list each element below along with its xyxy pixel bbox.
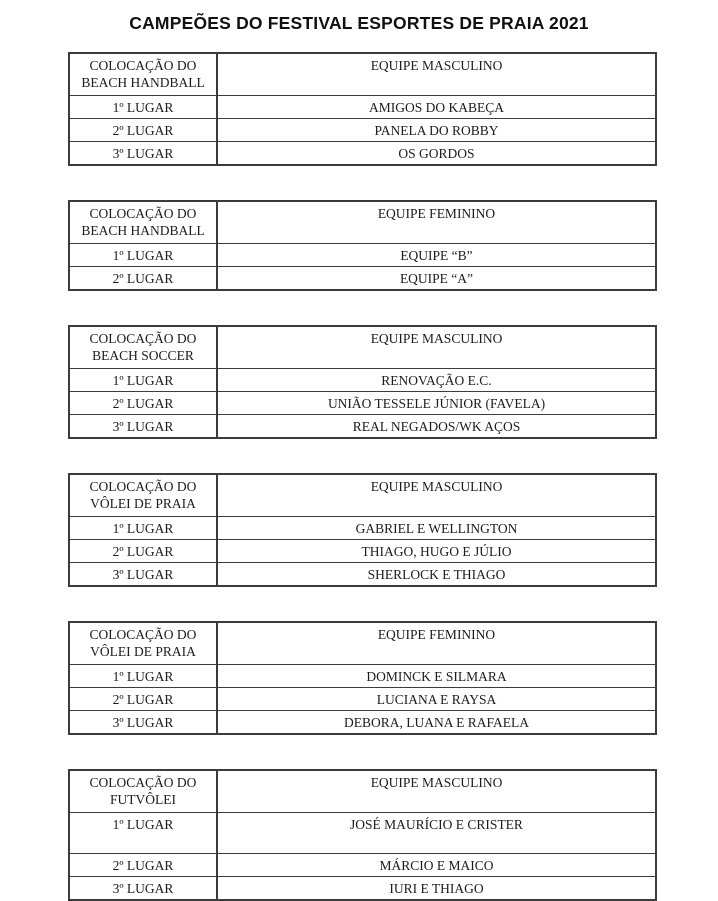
team-cell: OS GORDOS [217, 142, 656, 166]
table-header-row [69, 53, 656, 96]
header-division-cell: EQUIPE FEMININO [217, 201, 656, 244]
header-sport-cell: COLOCAÇÃO DO FUTVÔLEI [69, 770, 217, 813]
header-division-cell: EQUIPE MASCULINO [217, 53, 656, 96]
place-cell: 2º LUGAR [69, 688, 217, 711]
table-header-row [69, 622, 656, 665]
table-row [69, 665, 656, 688]
table-row [69, 96, 656, 119]
team-cell: GABRIEL E WELLINGTON [217, 517, 656, 540]
table-header-row [69, 770, 656, 813]
header-division-cell: EQUIPE MASCULINO [217, 474, 656, 517]
place-cell: 3º LUGAR [69, 142, 217, 166]
results-table [68, 200, 657, 291]
page-title: CAMPEÕES DO FESTIVAL ESPORTES DE PRAIA 2021 [129, 13, 589, 33]
table-row [69, 540, 656, 563]
place-cell: 3º LUGAR [69, 877, 217, 901]
team-cell: MÁRCIO E MAICO [217, 854, 656, 877]
team-cell: EQUIPE “B” [217, 244, 656, 267]
table-row [69, 517, 656, 540]
table-row [69, 854, 656, 877]
place-cell: 3º LUGAR [69, 563, 217, 587]
table-row [69, 415, 656, 439]
team-cell: DEBORA, LUANA E RAFAELA [217, 711, 656, 735]
team-cell: REAL NEGADOS/WK AÇOS [217, 415, 656, 439]
place-cell: 1º LUGAR [69, 369, 217, 392]
table-row [69, 711, 656, 735]
results-table [68, 621, 657, 735]
table-row [69, 119, 656, 142]
table-row [69, 688, 656, 711]
table-row [69, 563, 656, 587]
place-cell: 3º LUGAR [69, 415, 217, 439]
table-row [69, 142, 656, 166]
table-row [69, 392, 656, 415]
place-cell: 2º LUGAR [69, 854, 217, 877]
place-cell: 2º LUGAR [69, 119, 217, 142]
results-table [68, 473, 657, 587]
header-division-cell: EQUIPE MASCULINO [217, 326, 656, 369]
team-cell: AMIGOS DO KABEÇA [217, 96, 656, 119]
table-row [69, 244, 656, 267]
team-cell: JOSÉ MAURÍCIO E CRISTER [217, 813, 656, 854]
table-header-row [69, 474, 656, 517]
table-header-row [69, 201, 656, 244]
place-cell: 1º LUGAR [69, 517, 217, 540]
place-cell: 1º LUGAR [69, 665, 217, 688]
team-cell: DOMINCK E SILMARA [217, 665, 656, 688]
results-table [68, 52, 657, 166]
team-cell: EQUIPE “A” [217, 267, 656, 291]
team-cell: LUCIANA E RAYSA [217, 688, 656, 711]
table-row [69, 369, 656, 392]
header-division-cell: EQUIPE FEMININO [217, 622, 656, 665]
header-sport-cell: COLOCAÇÃO DO BEACH HANDBALL [69, 53, 217, 96]
table-row [69, 877, 656, 901]
team-cell: UNIÃO TESSELE JÚNIOR (FAVELA) [217, 392, 656, 415]
table-header-row [69, 326, 656, 369]
place-cell: 2º LUGAR [69, 540, 217, 563]
header-sport-cell: COLOCAÇÃO DO VÔLEI DE PRAIA [69, 474, 217, 517]
results-table [68, 325, 657, 439]
place-cell: 1º LUGAR [69, 244, 217, 267]
table-row [69, 813, 656, 854]
team-cell: PANELA DO ROBBY [217, 119, 656, 142]
place-cell: 1º LUGAR [69, 813, 217, 854]
header-sport-cell: COLOCAÇÃO DO VÔLEI DE PRAIA [69, 622, 217, 665]
table-row [69, 267, 656, 291]
place-cell: 2º LUGAR [69, 267, 217, 291]
team-cell: THIAGO, HUGO E JÚLIO [217, 540, 656, 563]
team-cell: SHERLOCK E THIAGO [217, 563, 656, 587]
header-sport-cell: COLOCAÇÃO DO BEACH SOCCER [69, 326, 217, 369]
header-division-cell: EQUIPE MASCULINO [217, 770, 656, 813]
team-cell: RENOVAÇÃO E.C. [217, 369, 656, 392]
place-cell: 3º LUGAR [69, 711, 217, 735]
place-cell: 1º LUGAR [69, 96, 217, 119]
place-cell: 2º LUGAR [69, 392, 217, 415]
team-cell: IURI E THIAGO [217, 877, 656, 901]
tables-container [68, 52, 657, 901]
header-sport-cell: COLOCAÇÃO DO BEACH HANDBALL [69, 201, 217, 244]
results-table [68, 769, 657, 901]
